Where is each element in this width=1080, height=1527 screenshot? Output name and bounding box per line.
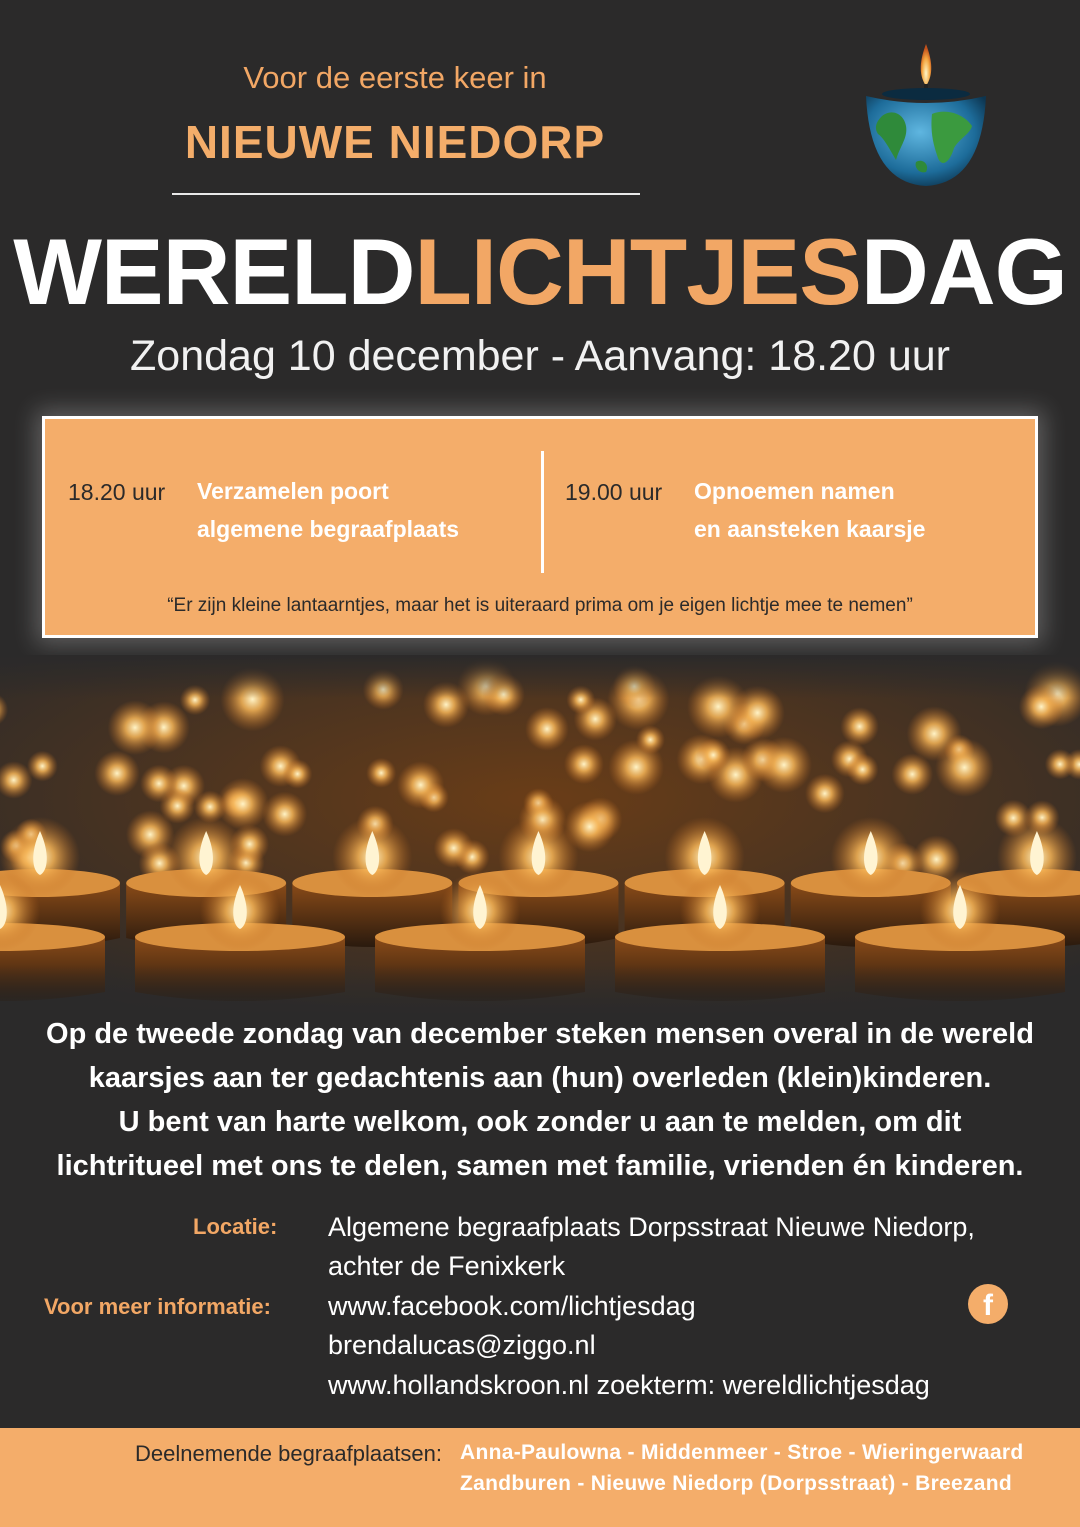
facebook-icon[interactable]: f (968, 1284, 1008, 1324)
title-part-dag: DAG (860, 219, 1067, 324)
facebook-link[interactable]: www.facebook.com/lichtjesdag (328, 1291, 696, 1321)
candles-photo (0, 655, 1080, 1015)
program-time-1: 18.20 uur (68, 479, 166, 505)
footer-locations-line-2: Zandburen - Nieuwe Niedorp (Dorpsstraat) - Breezand (460, 1472, 1013, 1495)
footer-band (0, 1428, 1080, 1527)
divider-line (172, 193, 640, 195)
location-line-2: achter de Fenixkerk (328, 1251, 566, 1281)
footer-locations-line-1: Anna-Paulowna - Middenmeer - Stroe - Wieringerwaard (460, 1441, 1024, 1464)
title-part-lichtjes: LICHTJES (414, 219, 861, 324)
globe-candle-logo (860, 38, 992, 193)
intro-line-3: U bent van harte welkom, ook zonder u aan te melden, om dit (118, 1106, 962, 1138)
program-activity-2-line2: en aansteken kaarsje (694, 516, 926, 542)
email-link[interactable]: brendalucas@ziggo.nl (328, 1330, 596, 1360)
subtitle: Voor de eerste keer in (243, 60, 547, 95)
title-part-wereld: WERELD (13, 219, 415, 324)
town-name: NIEUWE NIEDORP (184, 116, 606, 168)
event-title (0, 219, 1080, 324)
location-line-1: Algemene begraafplaats Dorpsstraat Nieuwe Niedorp, (328, 1212, 975, 1242)
program-activity-1-line2: algemene begraafplaats (197, 516, 460, 542)
program-divider (541, 451, 544, 573)
program-quote: “Er zijn kleine lantaarntjes, maar het is uiteraard prima om je eigen lichtje mee te nemen” (167, 595, 913, 616)
intro-line-1: Op de tweede zondag van december steken mensen overal in de wereld (46, 1018, 1034, 1050)
intro-line-2: kaarsjes aan ter gedachtenis aan (hun) overleden (klein)kinderen. (88, 1062, 992, 1094)
program-box (42, 416, 1038, 638)
footer-label: Deelnemende begraafplaatsen: (135, 1441, 443, 1466)
program-activity-1-line1: Verzamelen poort (197, 478, 389, 504)
more-info-label: Voor meer informatie: (44, 1294, 271, 1319)
website-link[interactable]: www.hollandskroon.nl zoekterm: wereldlichtjesdag (328, 1370, 930, 1400)
program-activity-2-line1: Opnoemen namen (694, 478, 895, 504)
intro-text (0, 1012, 1080, 1188)
date-line: Zondag 10 december - Aanvang: 18.20 uur (130, 332, 950, 380)
location-label: Locatie: (193, 1214, 278, 1239)
intro-line-4: lichtritueel met ons te delen, samen met familie, vrienden én kinderen. (56, 1150, 1024, 1182)
program-time-2: 19.00 uur (565, 479, 663, 505)
